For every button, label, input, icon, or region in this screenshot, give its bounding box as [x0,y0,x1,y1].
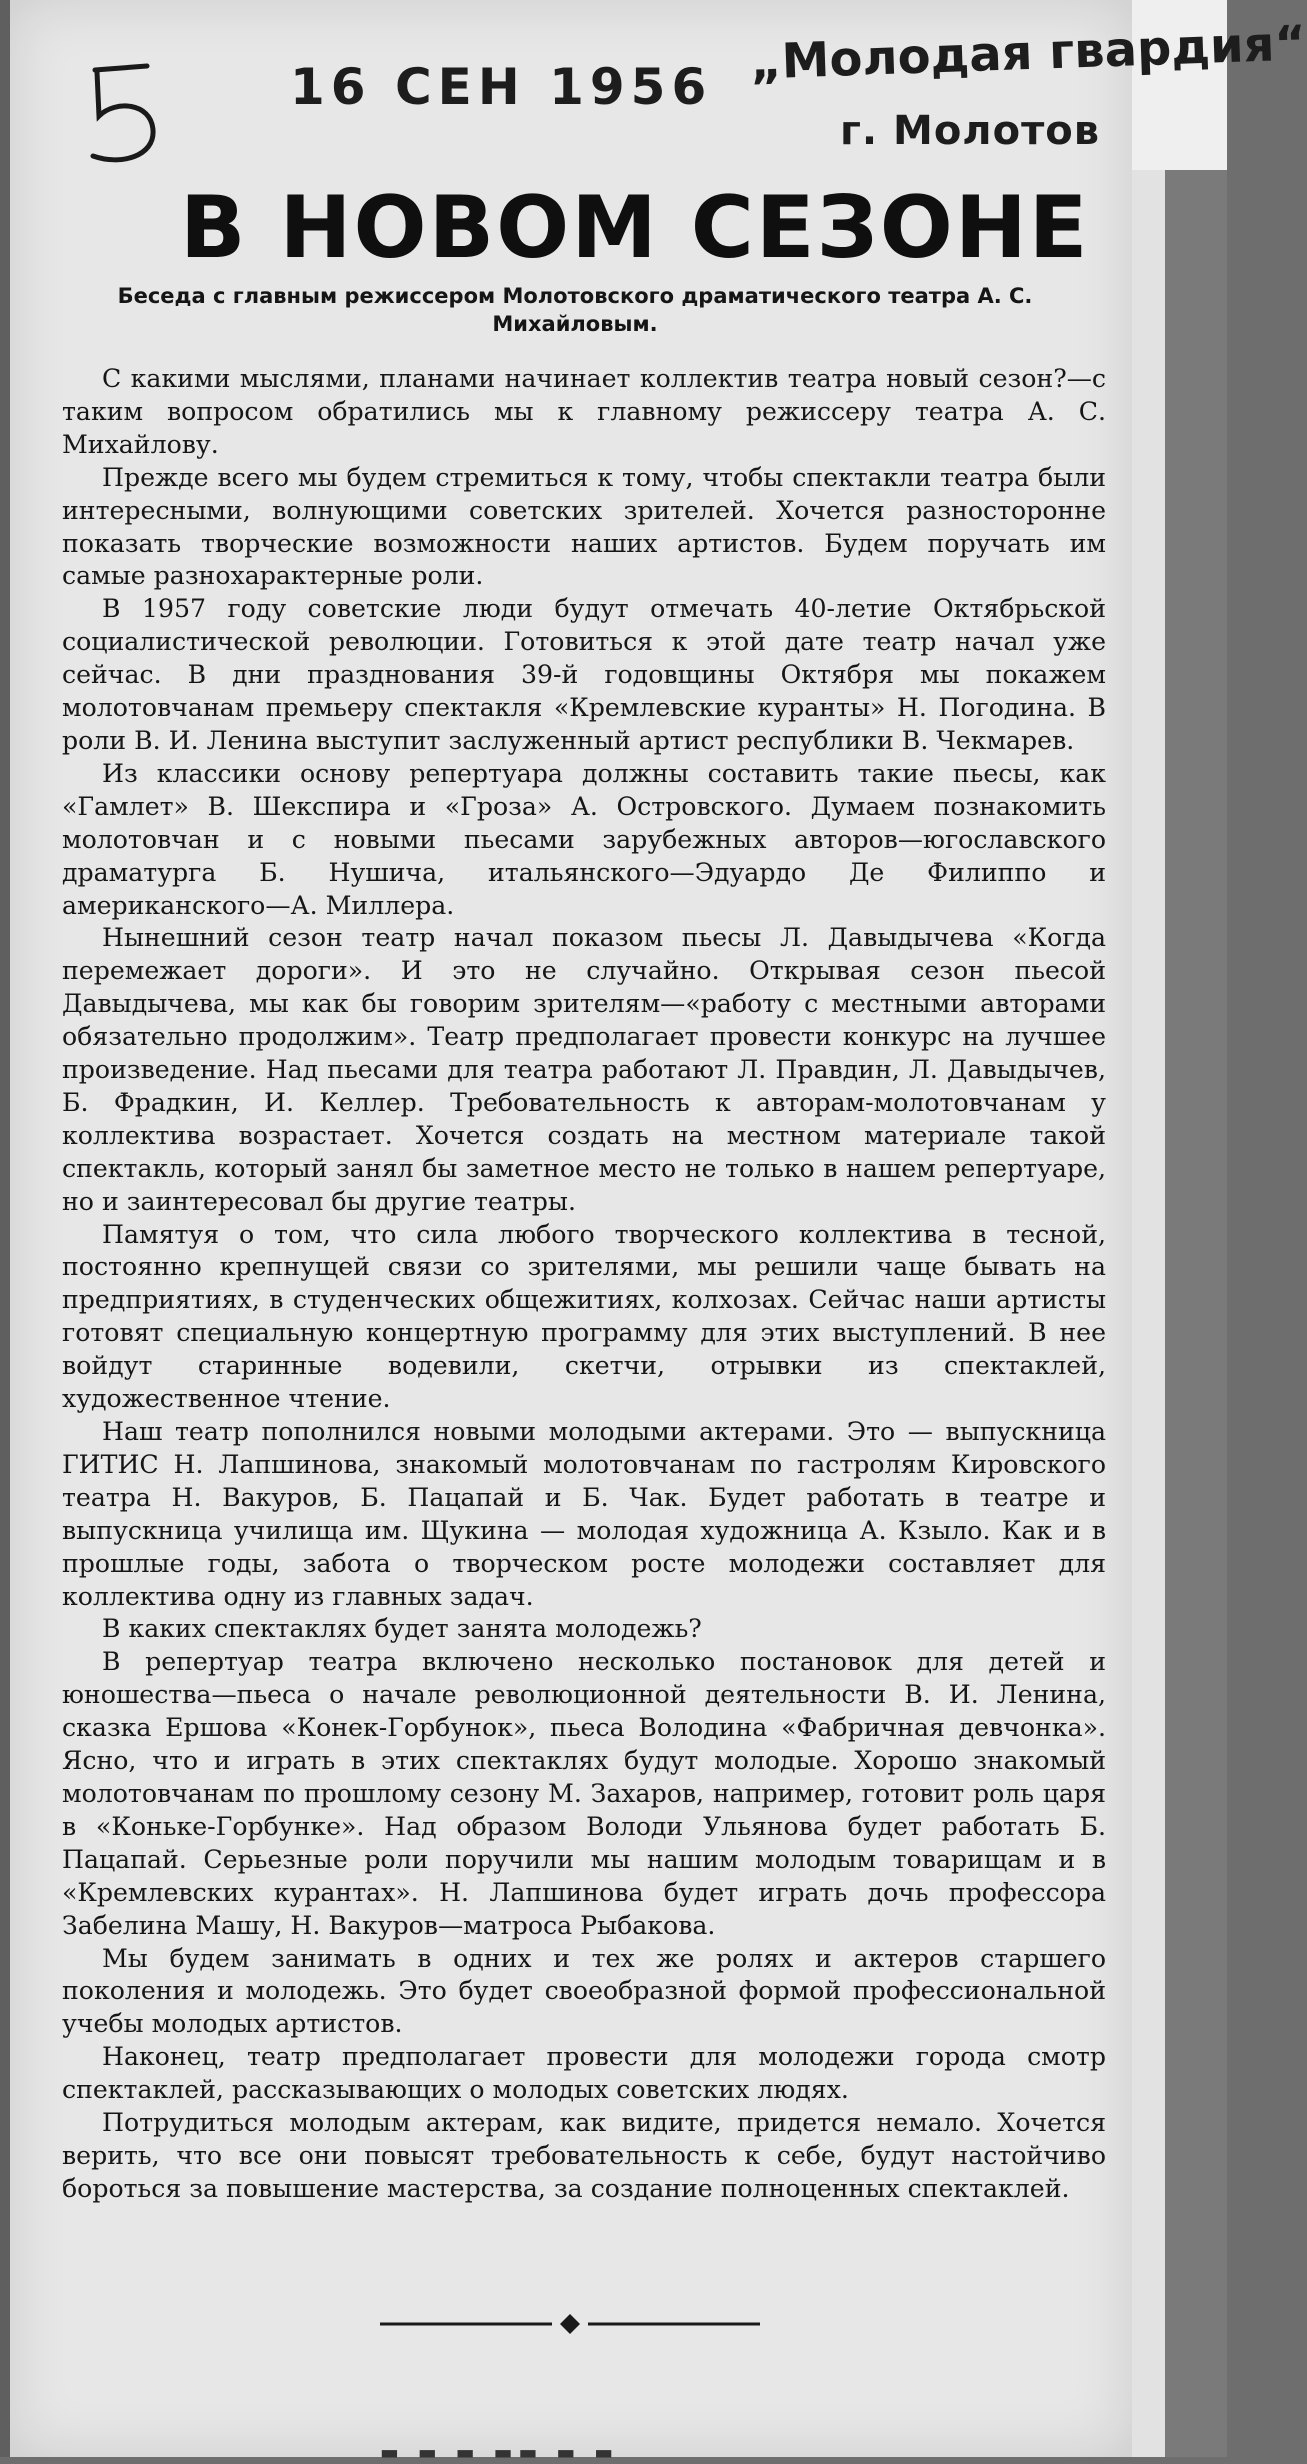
handwritten-number-5 [85,58,165,168]
article-paragraph: Нынешний сезон театр начал показом пьесы Л. Давыдычева «Когда перемежает дороги». И это не случайно. Открывая сезон пьесой Давыдычева, мы как бы говорим зрителям—«работу с местными авторами обязательно продолжим». Театр предполагает провести конкурс на лучшее произведение. Над пьесами для театра работают Л. Правдин, Л. Давыдычев, Б. Фрадкин, И. Келлер. Требовательность к авторам-молотовчанам у коллектива возрастает. Хочется создать на местном материале такой спектакль, который занял бы заметное место не только в нашем репертуаре, но и заинтересовал бы другие театры. [62,923,1106,1216]
article-subtitle: Беседа с главным режиссером Молотовского драматического театра А. С. Михайловым. [117,284,1033,336]
article-body [62,363,1106,2206]
article-paragraph: Наш театр пополнился новыми молодыми актерами. Это — выпускница ГИТИС Н. Лапшинова, знакомый молотовчанам по гастролям Кировского театра Н. Вакуров, Б. Пацапай и Б. Чак. Будет работать в театре и выпускница училища им. Щукина — молодая художница А. Кзыло. Как и в прошлые годы, забота о творческом росте молодежи составляет для коллектива одну из главных задач. [62,1417,1106,1611]
article-paragraph: Мы будем занимать в одних и тех же ролях и актеров старшего поколения и молодежь. Это будет своеобразной формой профессиональной учебы молодых артистов. [62,1943,1106,2039]
mount-right-edge [1158,0,1227,2457]
article-paragraph: Потрудиться молодым актерам, как видите, придется немало. Хочется верить, что все они повысят требовательность к себе, будут настойчиво бороться за повышение мастерства, за создание полноценных спектаклей. [62,2108,1106,2203]
article-title: В НОВОМ СЕЗОНЕ [180,178,1090,278]
article-paragraph: Наконец, театр предполагает провести для молодежи города смотр спектаклей, рассказывающих о молодых советских людях. [62,2042,1106,2105]
article-paragraph: В каких спектаклях будет занята молодежь? [102,1614,702,1644]
article-paragraph: Памятуя о том, что сила любого творческого коллектива в тесной, постоянно крепнущей связи со зрителями, мы решили чаще бывать на предприятиях, в студенческих общежитиях, колхозах. Сейчас наши артисты готовят специальную концертную программу для этих выступлений. В нее войдут старинные водевили, скетчи, отрывки из спектаклей, художественное чтение. [62,1219,1106,1414]
article-paragraph: В 1957 году советские люди будут отмечать 40-летие Октябрьской социалистической революции. Готовиться к этой дате театр начал уже сейчас. В дни празднования 39-й годовщины Октября мы покажем молотовчанам премьеру спектакля «Кремлевские куранты» Н. Погодина. В роли В. И. Ленина выступит заслуженный артист республики В. Чекмарев. [62,594,1106,755]
article-paragraph: В репертуар театра включено несколько постановок для детей и юношества—пьеса о начале революционной деятельности В. И. Ленина, сказка Ершова «Конек-Горбунок», пьеса Володина «Фабричная девчонка». Ясно, что и играть в этих спектаклях будут молодые. Хорошо знакомый молотовчанам по прошлому сезону М. Захаров, например, готовит роль царя в «Коньке-Горбунке». Над образом Володи Ульянова будет работать Б. Пацапай. Серьезные роли поручили мы нашим молодым товарищам и в «Кремлевских курантах». Н. Лапшинова будет играть дочь профессора Забелина Машу, Н. Вакуров—матроса Рыбакова. [62,1647,1106,1940]
article-paragraph: С какими мыслями, планами начинает коллектив театра новый сезон?—с таким вопросом обратились мы к главному режиссеру театра А. С. Михайлову. [62,364,1106,459]
date-stamp: 16 СЕН 1956 [290,58,713,116]
newspaper-name-stamp: „Молодая гвардия“ [749,15,1307,91]
article-paragraph: Из классики основу репертуара должны составить такие пьесы, как «Гамлет» В. Шекспира и «Гроза» А. Островского. Думаем познакомить молотовчан и с новыми пьесами зарубежных авторов—югославского драматурга Б. Нушича, итальянского—Эдуардо Де Филиппо и американского—А. Миллера. [62,758,1106,920]
cut-off-next-article: ▬ ▬ ▬ ▬▬ ▬ ▬ [380,2440,620,2464]
city-stamp: г. Молотов [840,108,1101,154]
article-paragraph: Прежде всего мы будем стремиться к тому, чтобы спектакли театра были интересными, волнующими советских зрителей. Хочется разносторонне показать творческие возможности наших артистов. Будем поручать им самые разнохарактерные роли. [62,462,1106,591]
end-ornament-divider [380,2312,760,2336]
